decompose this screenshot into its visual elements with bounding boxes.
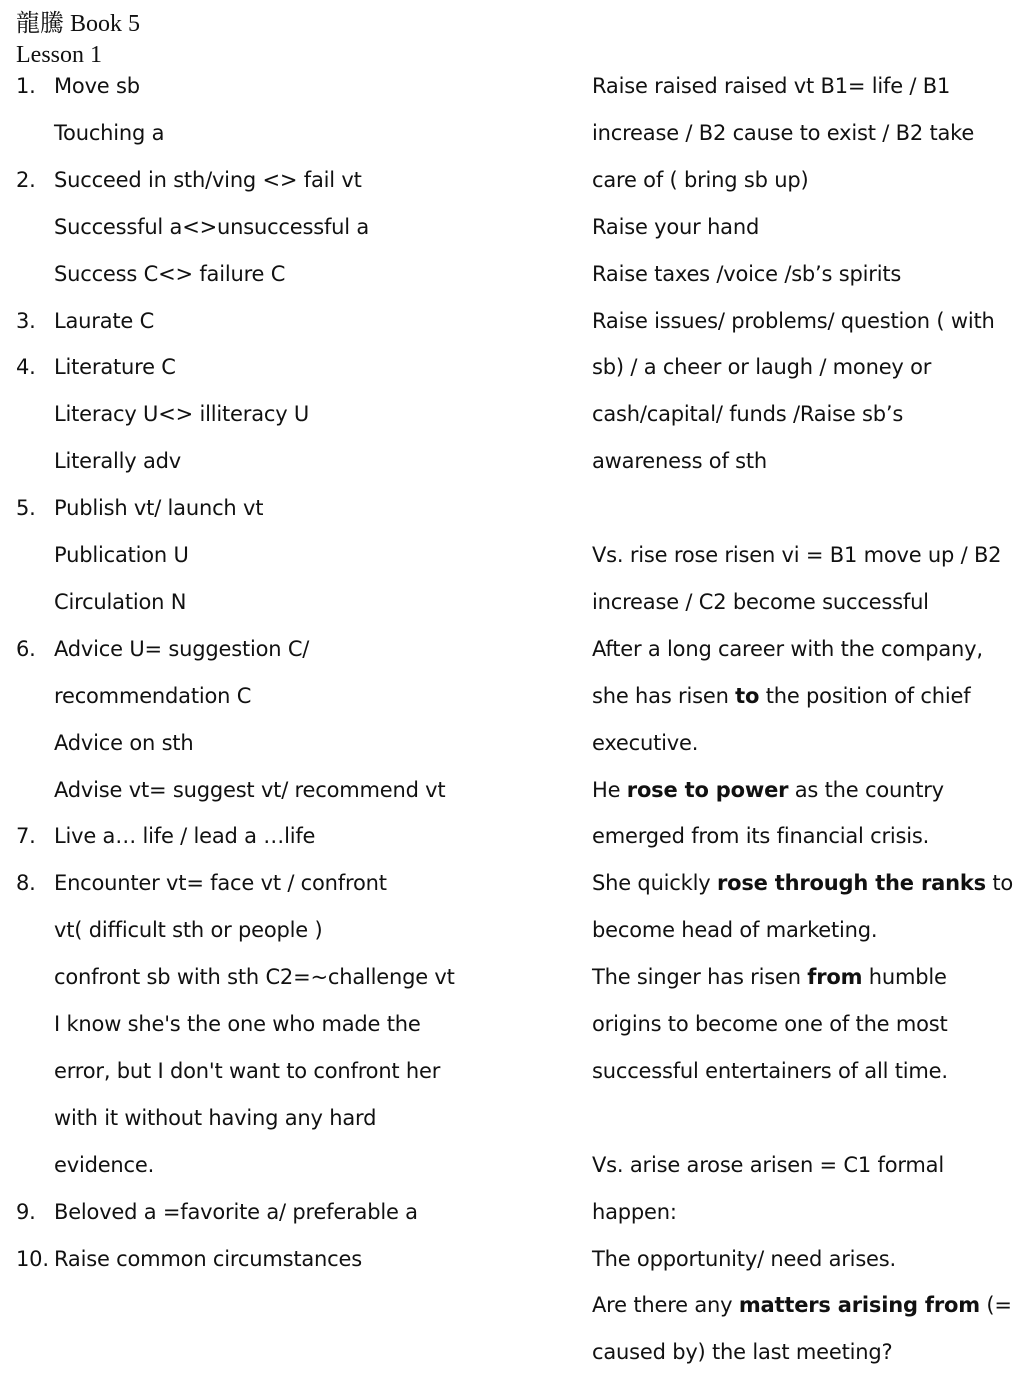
list-text: confront sb with sth C2=~challenge vt — [54, 965, 455, 990]
list-text: Succeed in sth/ving <> fail vt — [54, 167, 362, 192]
note-text: increase / C2 become successful — [592, 589, 929, 614]
list-text: Live a… life / lead a …life — [54, 824, 316, 849]
list-text: Publish vt/ launch vt — [54, 496, 264, 521]
note-line — [592, 820, 929, 852]
note-line — [592, 1336, 892, 1368]
list-text: I know she's the one who made the — [54, 1012, 421, 1036]
note-text: emerged from its financial crisis. — [592, 824, 930, 849]
list-text: Touching a — [54, 120, 165, 145]
note-text: humble — [862, 965, 947, 990]
note-text: Raise issues/ problems/ question ( with — [592, 308, 995, 333]
list-number: 2. — [16, 167, 36, 192]
list-text: Advice U= suggestion C/ — [54, 636, 310, 661]
note-line — [592, 1008, 948, 1040]
note-line — [592, 1243, 896, 1275]
note-text: as the country — [788, 777, 944, 802]
list-text: vt( difficult sth or people ) — [54, 918, 323, 943]
list-text: Raise common circumstances — [54, 1246, 362, 1271]
list-text: Successful a<>unsuccessful a — [54, 214, 370, 239]
list-number: 4. — [16, 355, 36, 380]
note-text: care of ( bring sb up) — [592, 167, 809, 192]
note-text: origins to become one of the most — [592, 1012, 948, 1036]
list-text: error, but I don't want to confront her — [54, 1058, 441, 1083]
note-text: Vs. rise rose risen vi = B1 move up / B2 — [592, 543, 1002, 567]
note-text: (= — [979, 1293, 1012, 1318]
note-line — [592, 586, 929, 618]
note-line — [592, 164, 808, 196]
note-text: cash/capital/ funds /Raise sb’s — [592, 402, 904, 427]
list-text: with it without having any hard — [54, 1105, 377, 1130]
list-text: Success C<> failure C — [54, 261, 286, 286]
note-text: sb) / a cheer or laugh / money or — [592, 355, 932, 380]
note-text: Raise your hand — [592, 214, 760, 239]
note-text: executive. — [592, 730, 699, 755]
note-line — [592, 1289, 1012, 1321]
note-text: become head of marketing. — [592, 918, 878, 943]
note-line — [592, 70, 950, 102]
note-line — [592, 398, 903, 430]
note-line — [592, 1196, 677, 1228]
note-line — [592, 539, 1001, 571]
list-text: Literally adv — [54, 449, 181, 474]
note-line — [592, 211, 759, 243]
list-number: 5. — [16, 496, 36, 521]
note-line — [592, 1149, 944, 1181]
note-text: successful entertainers of all time. — [592, 1058, 948, 1083]
note-line — [592, 867, 1013, 899]
note-line — [592, 258, 901, 290]
list-number: 1. — [16, 74, 36, 98]
list-text: Laurate C — [54, 308, 155, 333]
list-text: Literacy U<> illiteracy U — [54, 402, 310, 427]
note-line — [592, 1055, 948, 1087]
bold-phrase: from — [807, 965, 863, 990]
list-text: Literature C — [54, 355, 176, 380]
note-text: awareness of sth — [592, 449, 767, 474]
note-text: The singer has risen — [592, 965, 808, 990]
note-line — [592, 774, 944, 806]
page-title: 龍騰 Book 5 — [16, 11, 141, 37]
note-line — [592, 914, 877, 946]
list-number: 6. — [16, 636, 36, 661]
note-text: Raise raised raised vt B1= life / B1 — [592, 74, 951, 98]
note-text: After a long career with the company, — [592, 636, 983, 661]
list-number: 10. — [16, 1246, 49, 1271]
note-text: Vs. arise arose arisen = C1 formal — [592, 1152, 944, 1177]
bold-phrase: matters arising from — [738, 1293, 980, 1318]
note-line — [592, 727, 698, 759]
note-line — [592, 633, 983, 665]
note-text: increase / B2 cause to exist / B2 take — [592, 120, 975, 145]
bold-phrase: to — [735, 683, 760, 708]
list-text: Advise vt= suggest vt/ recommend vt — [54, 777, 446, 802]
note-text: she has risen — [592, 683, 736, 708]
list-number: 3. — [16, 308, 36, 333]
note-text: caused by) the last meeting? — [592, 1340, 893, 1365]
list-text: Encounter vt= face vt / confront — [54, 871, 387, 896]
note-text: happen: — [592, 1199, 677, 1224]
note-line — [592, 445, 767, 477]
list-text: Advice on sth — [54, 730, 194, 755]
list-number: 7. — [16, 824, 36, 849]
bold-phrase: rose through the ranks — [716, 871, 986, 896]
note-text: the position of chief — [759, 683, 971, 708]
list-number: 9. — [16, 1199, 36, 1224]
bold-phrase: rose to power — [626, 777, 789, 802]
note-text: She quickly — [592, 871, 717, 896]
note-text: The opportunity/ need arises. — [592, 1246, 896, 1271]
note-text: Raise taxes /voice /sb’s spirits — [592, 261, 902, 286]
list-text: evidence. — [54, 1152, 155, 1177]
lesson-heading: Lesson 1 — [16, 42, 102, 68]
list-text: Publication U — [54, 543, 189, 567]
list-text: Circulation N — [54, 589, 187, 614]
list-text: Beloved a =favorite a/ preferable a — [54, 1199, 418, 1224]
note-line — [592, 680, 970, 712]
note-line — [592, 961, 947, 993]
note-text: to — [985, 871, 1013, 896]
list-number: 8. — [16, 871, 36, 896]
note-line — [592, 305, 995, 337]
note-text: He — [592, 777, 627, 802]
note-line — [592, 117, 974, 149]
note-text: Are there any — [592, 1293, 739, 1318]
list-text: recommendation C — [54, 683, 252, 708]
note-line — [592, 351, 931, 383]
list-text: Move sb — [54, 74, 140, 98]
